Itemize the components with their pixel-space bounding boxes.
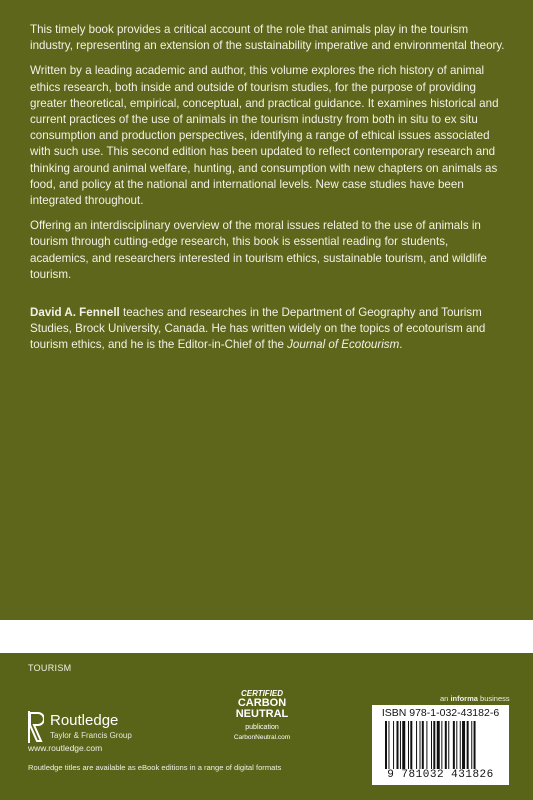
barcode-bar — [410, 721, 412, 769]
barcode-bar — [431, 721, 432, 769]
barcode-bar — [433, 721, 435, 769]
barcode-box — [372, 705, 509, 785]
author-bio — [30, 305, 508, 354]
category-label: TOURISM — [28, 663, 72, 673]
barcode-bar — [462, 721, 465, 769]
barcode-bar — [453, 721, 455, 769]
publisher-url[interactable]: www.routledge.com — [28, 743, 103, 753]
blurb-paragraph-2: Written by a leading academic and author, this volume explores the rich history of animal ethics research, both inside and outside of tourism studies, for the purpose of providing greater theoretical, empirical, conceptual, and practical guidance. It examines historical and current practices of the use of animals in the tourism industry from both in situ to ex situ consumption and production perspectives, identifying a range of ethical issues associated with such use. This second edition has been updated to reflect contemporary research and thinking around animal welfare, hunting, and consumption with new chapters on animals as food, and policy at the national and international levels. New case studies have been integrated throughout. — [30, 64, 499, 208]
publisher-group: Taylor & Francis Group — [50, 731, 132, 740]
informa-brand: informa — [450, 694, 478, 703]
routledge-logo — [28, 711, 168, 745]
barcode-bar — [471, 721, 472, 769]
barcode-bar — [437, 721, 440, 769]
author-bio-text: teaches and researches in the Department of Geography and Tourism Studies, Brock University, Canada. He has written widely on the topics of ecotourism and tourism ethics, and he is the Editor-in-Chief of the — [30, 306, 486, 352]
isbn-label: ISBN 978-1-032-43182-6 — [381, 707, 500, 719]
informa-suffix: business — [477, 694, 510, 703]
barcode-bar — [445, 721, 447, 769]
publisher-name: Routledge — [50, 712, 119, 729]
cover-footer — [0, 653, 533, 800]
white-band — [0, 620, 533, 653]
barcode-bar — [467, 721, 469, 769]
carbon-neutral-publication: publication — [245, 724, 279, 731]
barcode-bar — [422, 721, 424, 769]
carbon-neutral-line2: NEUTRAL — [235, 708, 289, 720]
barcode-bar — [474, 721, 476, 769]
barcode-bar — [402, 721, 405, 769]
blurb-paragraph-3: Offering an interdisciplinary overview of the moral issues related to the use of animals in tourism through cutting-edge research, this book is essential reading for students, academics, and researchers interested in tourism ethics, sustainable tourism, and wildlife tourism. — [30, 219, 487, 281]
blurb-paragraph-1: This timely book provides a critical account of the role that animals play in the tourism industry, representing an extension of the sustainability imperative and environmental theory. — [30, 23, 505, 53]
carbon-neutral-site: CarbonNeutral.com — [233, 734, 291, 741]
barcode-icon — [384, 721, 502, 769]
routledge-r-icon — [28, 711, 44, 743]
barcode-bar — [400, 721, 401, 769]
barcode-bar — [456, 721, 457, 769]
carbon-neutral-certified: CERTIFIED — [240, 689, 284, 698]
barcode-bar — [397, 721, 399, 769]
journal-title: Journal of Ecotourism — [287, 338, 400, 352]
barcode-bar — [420, 721, 421, 769]
barcode-bar — [385, 721, 387, 769]
barcode-bar — [448, 721, 449, 769]
barcode-bar — [460, 721, 461, 769]
barcode-bar — [388, 721, 389, 769]
blurb-text — [30, 22, 508, 363]
ebook-note: Routledge titles are available as eBook editions in a range of digital formats — [28, 763, 282, 772]
author-bio-end: . — [399, 338, 403, 352]
author-name: David A. Fennell — [30, 306, 120, 320]
carbon-neutral-line1: CARBON — [237, 697, 287, 709]
barcode-bar — [393, 721, 394, 769]
carbon-neutral-logo — [222, 689, 302, 759]
barcode-bar — [426, 721, 427, 769]
barcode-bar — [441, 721, 442, 769]
informa-business — [440, 694, 510, 703]
informa-prefix: an — [440, 694, 451, 703]
barcode-digits: 9 781032 431826 — [387, 769, 494, 781]
barcode-bar — [408, 721, 409, 769]
barcode-bar — [416, 721, 417, 769]
